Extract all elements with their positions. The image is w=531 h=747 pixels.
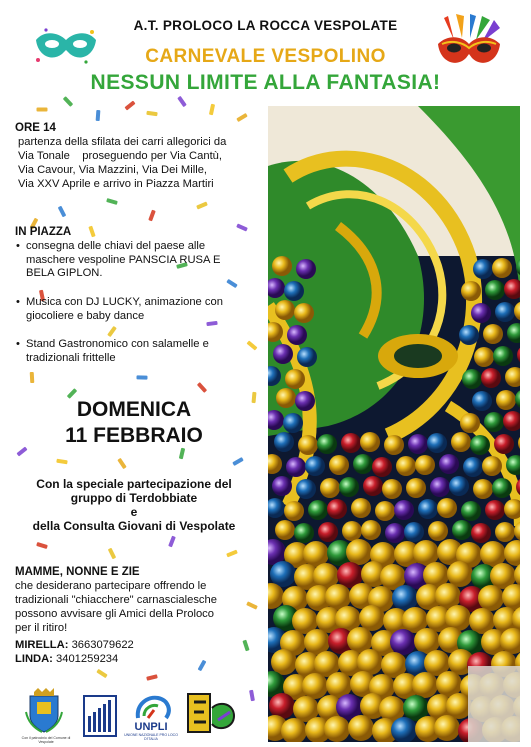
confetti-piece: [108, 548, 116, 560]
bead: [320, 478, 340, 498]
participation-line-1: Con la speciale partecipazione del: [36, 477, 232, 491]
confetti-piece: [56, 459, 67, 465]
bead: [286, 457, 306, 477]
confetti-piece: [136, 375, 147, 379]
bead: [485, 500, 505, 520]
list-item-line: maschere vespoline PANSCIA RUSA E: [26, 253, 221, 266]
bead: [473, 479, 493, 499]
confetti-piece: [198, 660, 207, 672]
bead: [329, 455, 349, 475]
confetti-piece: [196, 202, 208, 210]
bead: [342, 521, 362, 541]
contact-linda: [15, 653, 118, 667]
comune-crest-logo: [24, 688, 64, 734]
bead: [339, 477, 359, 497]
bead: [474, 347, 494, 367]
confetti-piece: [179, 448, 185, 460]
confetti-piece: [96, 669, 107, 678]
parade-line-1: partenza della sfilata dei carri allegorici da: [18, 136, 227, 148]
bead: [471, 523, 491, 543]
bead: [460, 413, 480, 433]
bead: [359, 605, 385, 631]
bead: [447, 561, 473, 587]
bead: [471, 303, 491, 323]
confetti-piece: [148, 210, 156, 222]
bead: [382, 479, 402, 499]
bead: [481, 368, 501, 388]
contact-mirella: [15, 639, 134, 653]
organizer-title: A.T. PROLOCO LA ROCCA VESPOLATE: [133, 18, 398, 33]
bead: [274, 432, 294, 452]
unpli-logo: [128, 694, 174, 724]
carnival-photo: [268, 106, 520, 742]
bead: [384, 435, 404, 455]
bead: [484, 412, 504, 432]
bead: [495, 522, 515, 542]
bead: [459, 325, 479, 345]
confetti-piece: [58, 206, 67, 218]
list-item: [16, 296, 266, 323]
bead: [406, 478, 426, 498]
contact-name: LINDA:: [15, 653, 53, 665]
confetti-piece: [197, 382, 207, 393]
bead: [437, 498, 457, 518]
confetti-piece: [63, 96, 73, 107]
bead: [478, 585, 504, 611]
bead: [462, 369, 482, 389]
bead: [270, 561, 296, 587]
confetti-piece: [96, 110, 101, 121]
bead: [482, 456, 502, 476]
confetti-piece: [146, 111, 157, 116]
bead: [428, 521, 448, 541]
bead: [318, 522, 338, 542]
bead: [445, 605, 471, 631]
bead: [287, 325, 307, 345]
invite-line-3: possono avvisare gli Amici della Proloco: [15, 608, 214, 620]
confetti-piece: [117, 458, 126, 469]
list-item: [16, 338, 266, 365]
bead: [452, 520, 472, 540]
confetti-piece: [232, 457, 244, 466]
bead: [295, 391, 315, 411]
bead: [361, 520, 381, 540]
contact-phone[interactable]: 3663079622: [71, 639, 134, 651]
bead: [473, 259, 493, 279]
list-item-line: giocoliere e baby dance: [26, 309, 145, 322]
piazza-heading: IN PIAZZA: [15, 226, 72, 238]
bead: [495, 302, 515, 322]
bead: [485, 280, 505, 300]
invite-line-2: tradizionali "chiacchere" carnascialesche: [15, 594, 217, 606]
bead: [276, 388, 296, 408]
confetti-piece: [37, 108, 48, 112]
participation-line-2: gruppo di Terdobbiate: [70, 491, 198, 505]
bead: [284, 281, 304, 301]
bead: [461, 501, 481, 521]
event-day: DOMENICA: [76, 398, 192, 421]
bead: [451, 432, 471, 452]
confetti-piece: [30, 372, 35, 383]
bead: [472, 391, 492, 411]
proloco-logo: [184, 690, 238, 736]
confetti-piece: [146, 674, 158, 681]
bead: [394, 500, 414, 520]
bead: [415, 455, 435, 475]
list-item-line: • consegna delle chiavi del paese alle: [26, 240, 206, 252]
bead: [470, 435, 490, 455]
bead: [296, 259, 316, 279]
bead: [302, 673, 328, 699]
event-date: 11 FEBBRAIO: [65, 424, 203, 447]
bead: [357, 649, 383, 675]
unpli-label: UNPLI: [134, 721, 168, 733]
bead: [430, 477, 450, 497]
bead: [284, 501, 304, 521]
bead: [427, 433, 447, 453]
invite-line-1: che desiderano partecipare offrendo le: [15, 580, 207, 592]
bead: [439, 454, 459, 474]
contact-phone[interactable]: 3401259234: [56, 653, 119, 665]
time-heading: ORE 14: [15, 122, 56, 134]
bead: [305, 456, 325, 476]
list-item-line: BELA GIPLON.: [26, 267, 103, 279]
bead: [294, 523, 314, 543]
bead: [297, 347, 317, 367]
confetti-piece: [236, 113, 247, 122]
list-item: [16, 240, 266, 281]
bead: [327, 499, 347, 519]
invite-heading: MAMME, NONNE E ZIE: [15, 566, 140, 578]
bead: [363, 476, 383, 496]
bead: [275, 520, 295, 540]
confetti-piece: [16, 447, 27, 457]
bead: [372, 457, 392, 477]
confetti-piece: [88, 226, 95, 238]
bead: [463, 457, 483, 477]
event-title: CARNEVALE VESPOLINO: [145, 46, 386, 67]
invite-line-4: per il ritiro!: [15, 622, 68, 634]
bead: [353, 454, 373, 474]
bead: [396, 456, 416, 476]
bead: [317, 434, 337, 454]
parade-line-2: Via Tonale proseguendo per Via Cantù,: [18, 150, 223, 162]
bead: [408, 434, 428, 454]
bead: [272, 476, 292, 496]
bead: [449, 476, 469, 496]
participation-line-4: della Consulta Giovani di Vespolate: [32, 519, 236, 533]
comune-caption: Con il patrocinio del Comune di Vespolate: [21, 736, 71, 744]
bead: [390, 629, 416, 655]
bead: [273, 344, 293, 364]
bead: [360, 432, 380, 452]
confetti-piece: [226, 550, 238, 558]
bead: [296, 479, 316, 499]
bead: [348, 715, 374, 741]
list-item-line: • Musica con DJ LUCKY, animazione con: [26, 296, 223, 308]
unpli-caption: UNIONE NAZIONALE PRO LOCO D'ITALIA: [124, 733, 178, 741]
confetti-piece: [36, 542, 48, 549]
list-item-line: • Stand Gastronomico con salamelle e: [26, 338, 209, 350]
bead: [269, 693, 295, 719]
event-slogan: NESSUN LIMITE ALLA FANTASIA!: [90, 71, 441, 94]
bead: [418, 499, 438, 519]
bead: [404, 522, 424, 542]
bead: [285, 369, 305, 389]
bead: [391, 717, 417, 742]
bead: [492, 258, 512, 278]
confetti-piece: [249, 690, 255, 702]
confetti-piece: [107, 326, 117, 337]
bead: [324, 716, 350, 742]
bead: [341, 433, 361, 453]
bead: [493, 346, 513, 366]
bead: [434, 715, 460, 741]
participation-line-3: e: [130, 505, 138, 519]
bead: [385, 523, 405, 543]
contact-name: MIRELLA:: [15, 639, 69, 651]
list-item-line: tradizionali frittelle: [26, 351, 116, 364]
bead: [412, 672, 438, 698]
confetti-piece: [168, 536, 176, 548]
bead: [294, 303, 314, 323]
bead: [492, 478, 512, 498]
confetti-piece: [242, 640, 249, 652]
bead: [283, 413, 303, 433]
consulta-giovani-logo: [82, 694, 118, 738]
bead: [308, 500, 328, 520]
bead: [375, 501, 395, 521]
confetti-piece: [209, 104, 215, 116]
mask-and-beads-illustration: [268, 106, 520, 742]
bead: [351, 498, 371, 518]
bead: [461, 281, 481, 301]
confetti-piece: [177, 96, 187, 107]
parade-line-4: Via XXV Aprile e arrivo in Piazza Martiri: [18, 178, 214, 190]
bead: [494, 434, 514, 454]
bead: [275, 300, 295, 320]
bead: [298, 435, 318, 455]
parade-line-3: Via Cavour, Via Mazzini, Via Dei Mille,: [18, 164, 208, 176]
bead: [496, 390, 516, 410]
confetti-piece: [124, 100, 135, 110]
bead: [271, 649, 297, 675]
confetti-piece: [106, 198, 118, 205]
confetti-piece: [246, 601, 258, 609]
bead: [272, 256, 292, 276]
bead: [346, 539, 372, 565]
confetti-piece: [236, 223, 248, 231]
bead: [483, 324, 503, 344]
